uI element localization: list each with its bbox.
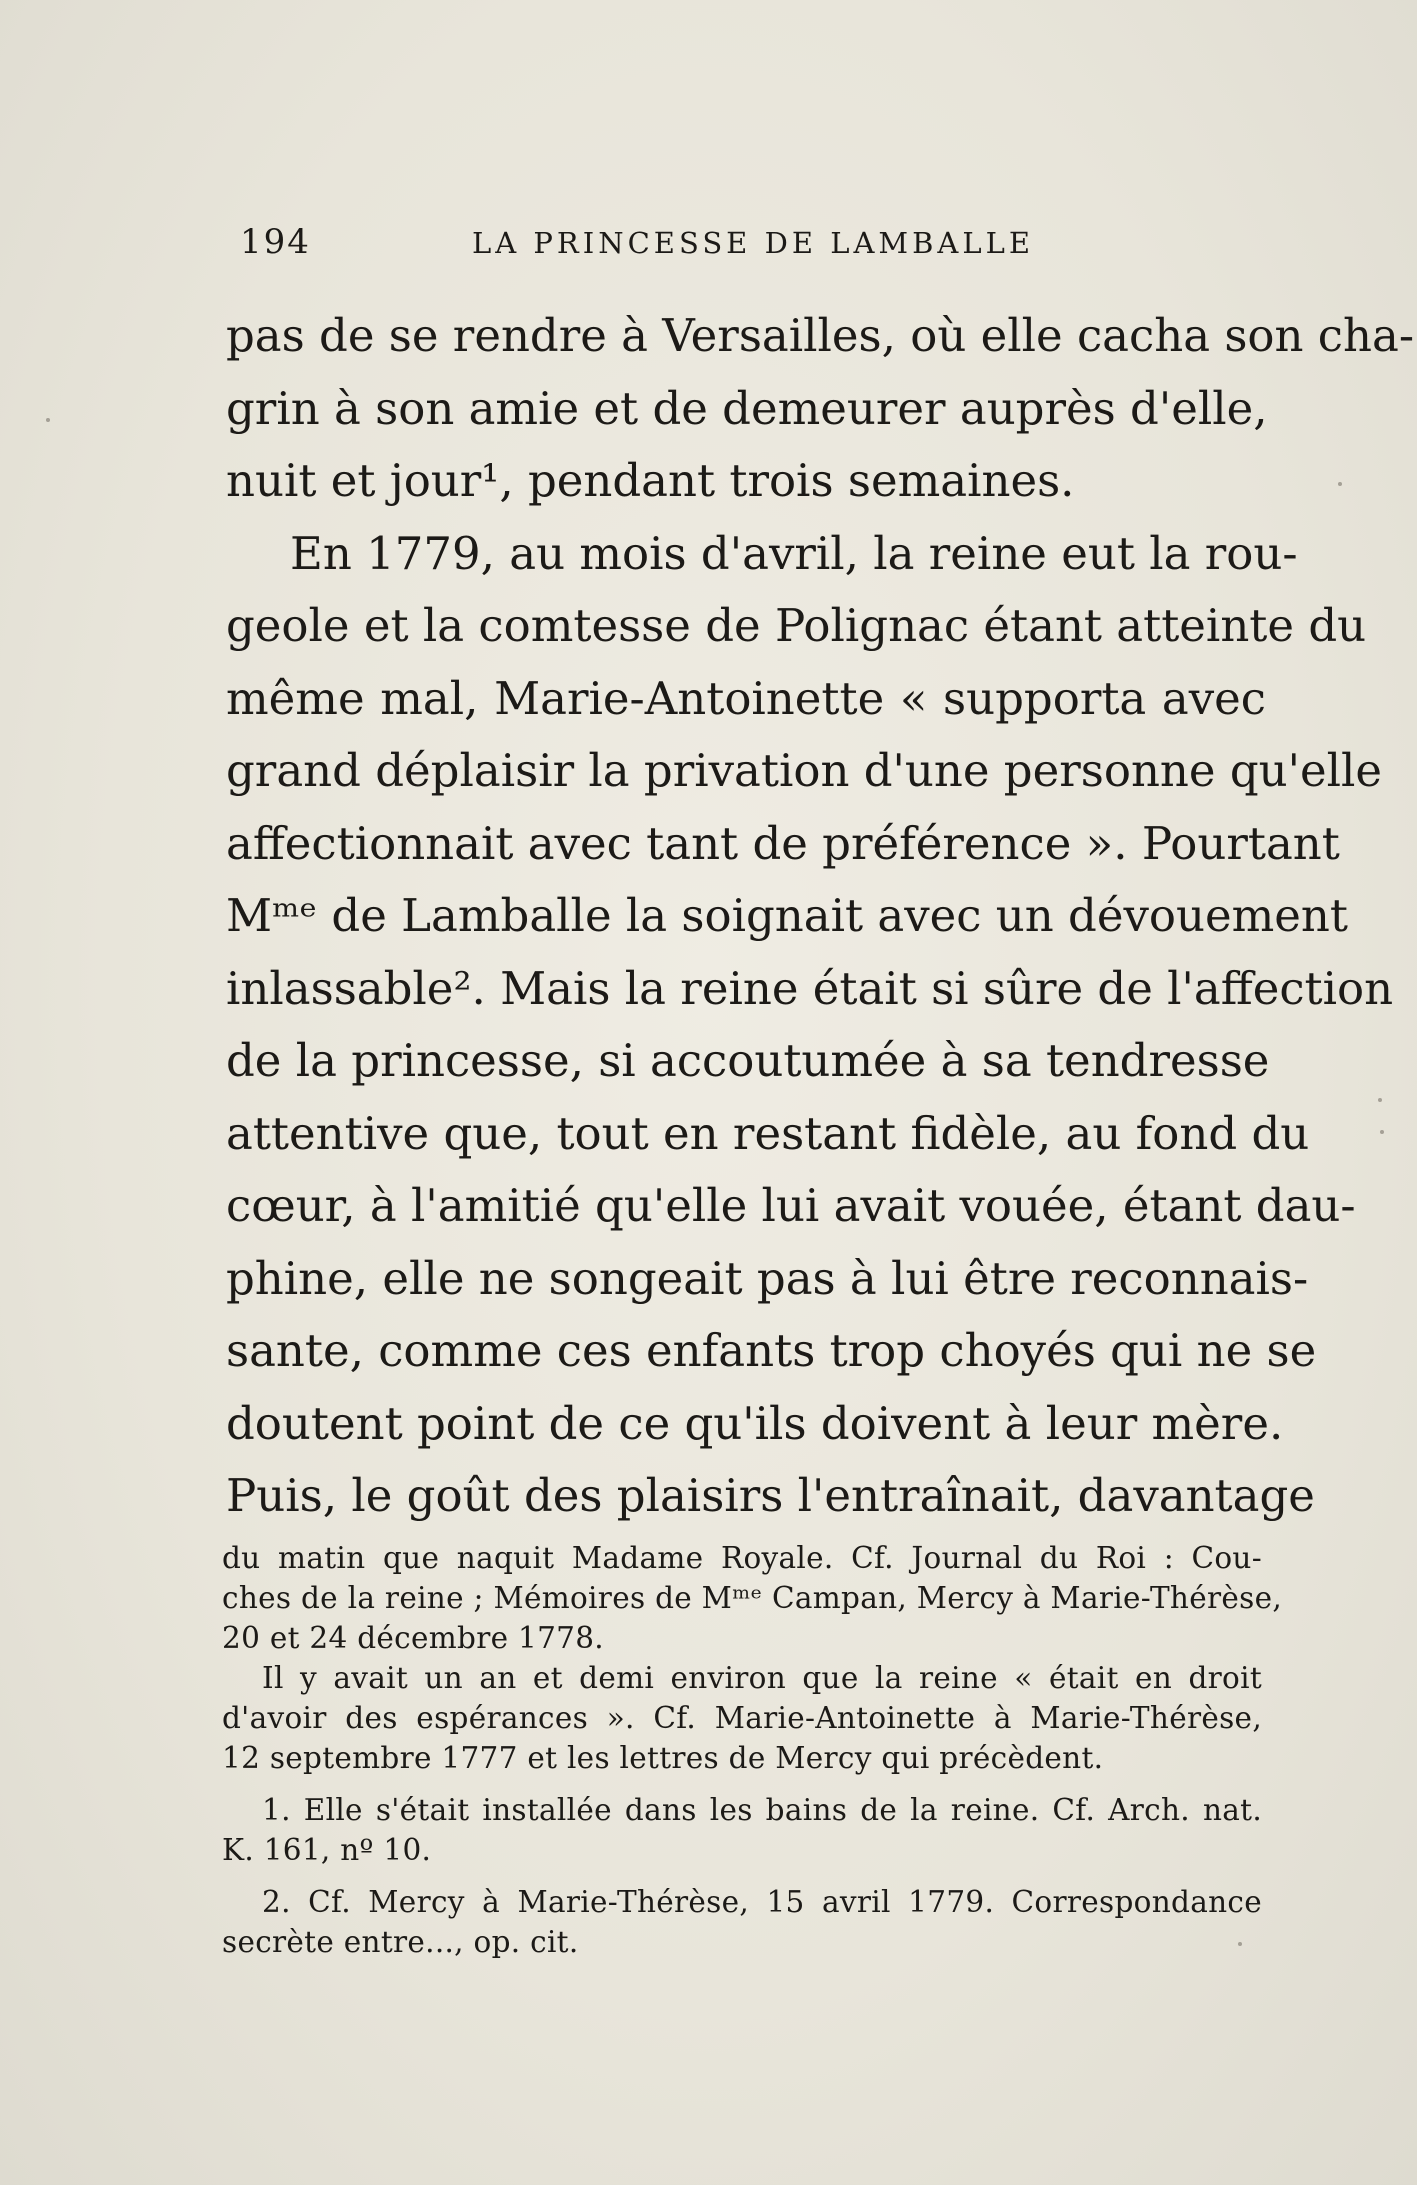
- main-text: [226, 300, 1415, 1533]
- text-line: En 1779, au mois d'avril, la reine eut la rou-: [290, 526, 1298, 580]
- text-line: affectionnait avec tant de préférence ». Pourtant: [226, 816, 1340, 870]
- text-line: sante, comme ces enfants trop choyés qui ne se: [226, 1324, 1317, 1377]
- paper-speck: [1378, 1098, 1382, 1102]
- text-line: de la princesse, si accoutumée à sa tendresse: [226, 1034, 1270, 1087]
- paper-speck: [46, 418, 50, 422]
- text-line: Mᵐᵉ de Lamballe la soignait avec un dévouement: [226, 889, 1348, 942]
- footnote-line: 12 septembre 1777 et les lettres de Mercy qui précèdent.: [222, 1741, 1104, 1775]
- text-line: inlassable². Mais la reine était si sûre de l'affection: [226, 961, 1394, 1015]
- footnote-line: ches de la reine ; Mémoires de Mᵐᵉ Campan, Mercy à Marie-Thérèse,: [222, 1581, 1283, 1615]
- text-line: cœur, à l'amitié qu'elle lui avait vouée, étant dau-: [226, 1179, 1356, 1232]
- paper-speck: [1380, 1130, 1384, 1134]
- text-line: grand déplaisir la privation d'une personne qu'elle: [226, 744, 1383, 797]
- footnote-2-line: 2. Cf. Mercy à Marie-Thérèse, 15 avril 1779. Correspondance: [262, 1885, 1262, 1919]
- text-line: Puis, le goût des plaisirs l'entraînait, davantage: [226, 1469, 1315, 1522]
- text-line: geole et la comtesse de Polignac étant atteinte du: [226, 599, 1367, 652]
- text-line: attentive que, tout en restant fidèle, au fond du: [226, 1106, 1310, 1160]
- text-line: doutent point de ce qu'ils doivent à leur mère.: [226, 1396, 1284, 1450]
- footnote-gap: [222, 1778, 1262, 1790]
- running-title: LA PRINCESSE DE LAMBALLE: [472, 226, 1035, 260]
- footnote-line: d'avoir des espérances ». Cf. Marie-Antoinette à Marie-Thérèse,: [222, 1701, 1262, 1735]
- text-line: nuit et jour¹, pendant trois semaines.: [226, 454, 1075, 507]
- text-line: pas de se rendre à Versailles, où elle cacha son cha-: [226, 309, 1415, 362]
- footnote-line: Il y avait un an et demi environ que la reine « était en droit: [262, 1661, 1262, 1695]
- footnote-1-line: 1. Elle s'était installée dans les bains de la reine. Cf. Arch. nat.: [262, 1793, 1262, 1827]
- footnote-line: du matin que naquit Madame Royale. Cf. Journal du Roi : Cou-: [222, 1541, 1262, 1575]
- page-number: 194: [240, 222, 311, 262]
- footnote-gap: [222, 1870, 1262, 1882]
- footnote-1-line: K. 161, nº 10.: [222, 1833, 432, 1867]
- text-line: phine, elle ne songeait pas à lui être reconnais-: [226, 1251, 1309, 1305]
- text-line: même mal, Marie-Antoinette « supporta avec: [226, 671, 1266, 725]
- footnote-line: 20 et 24 décembre 1778.: [222, 1621, 604, 1655]
- footnote-2-line: secrète entre..., op. cit.: [222, 1925, 579, 1959]
- paper-speck: [1338, 482, 1342, 486]
- text-line: grin à son amie et de demeurer auprès d'elle,: [226, 381, 1268, 435]
- footnotes: [222, 1538, 1283, 1962]
- page-header: [240, 222, 1050, 270]
- paper-speck: [1238, 1942, 1242, 1946]
